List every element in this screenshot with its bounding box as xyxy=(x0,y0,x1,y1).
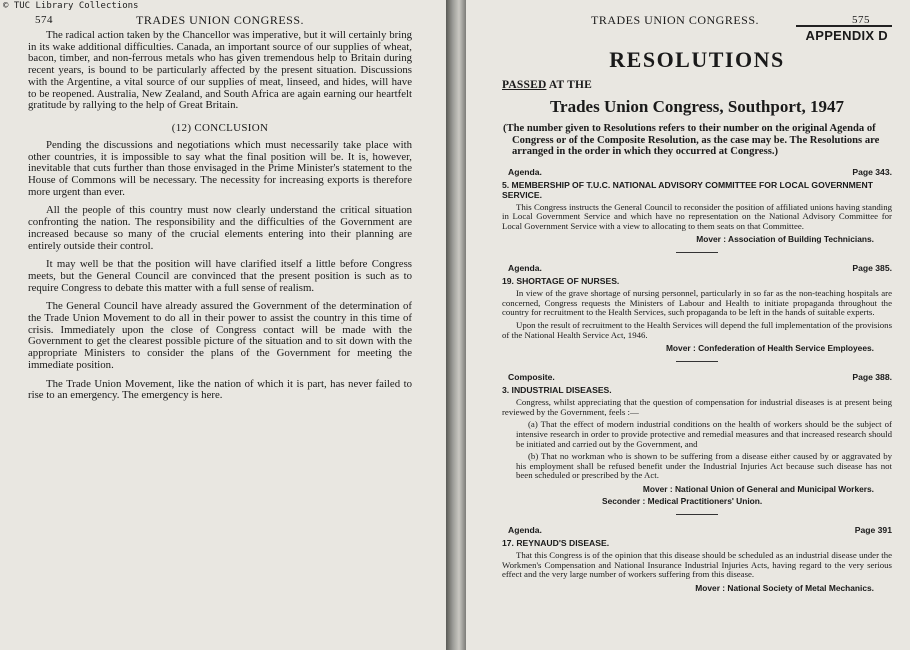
divider-rule xyxy=(676,361,718,362)
resolution-text: Upon the result of recruitment to the Health Services will depend the full implementation of the provisions of the National Health Service Act, 1946. xyxy=(502,320,892,340)
resolution xyxy=(502,263,892,353)
resolution-meta xyxy=(502,525,892,535)
congress-title: Trades Union Congress, Southport, 1947 xyxy=(549,97,845,116)
resolution xyxy=(502,167,892,245)
resolution-page-ref: Page 391 xyxy=(854,525,892,535)
passed-rest: AT THE xyxy=(548,79,592,91)
resolution-meta xyxy=(502,167,892,177)
resolution-text: This Congress instructs the General Council to reconsider the position of affiliated unions having standing in Local Government Service and which have no representation on the National Advisory Committee for Local Government Service with a view to allocating to them seats on that Committee. xyxy=(502,201,892,231)
book-gutter xyxy=(446,0,466,650)
paragraph: All the people of this country must now clearly understand the critical situation confronting the nation. The responsibility and the difficulties of the Government are increased because so many of the crucial elements entering into their planning are entirely outside their control. xyxy=(28,204,412,252)
resolution-heading: 19. SHORTAGE OF NURSES. xyxy=(502,276,620,287)
resolution-page-ref: Page 385. xyxy=(852,263,892,274)
page-number: 574 xyxy=(35,14,53,26)
resolution-meta xyxy=(502,263,892,273)
resolution-heading: 17. REYNAUD'S DISEASE. xyxy=(502,538,610,548)
paragraph: Pending the discussions and negotiations which must necessarily take place with other countries, it is impossible to say what the final position will be. It is, however, inevitable that cuts further than those envisaged in the Prime Minister's statement to the House of Commons will be necessary. The necessity for increasing exports is therefore more urgent than ever. xyxy=(28,138,412,198)
intro-note: (The number given to Resolutions refers to their number on the original Agenda of Congress or of the Composite Resolution, as the case may be. The Resolutions are arranged in the order in which they occurred at Congress.) xyxy=(503,123,880,157)
resolution-subclause: (a) That the effect of modern industrial conditions on the health of workers should be the subject of intensive research in order to provide protective and remedial measures and that increased research should be initiated and carried out by the Government, and xyxy=(516,419,892,449)
watermark: © TUC Library Collections xyxy=(3,1,139,11)
resolution xyxy=(502,525,892,593)
left-page xyxy=(0,0,446,650)
resolution-source: Agenda. xyxy=(508,263,542,274)
divider-rule xyxy=(676,514,718,515)
passed-word: PASSED xyxy=(502,79,547,91)
appendix-label: APPENDIX D xyxy=(502,28,892,43)
resolution xyxy=(502,372,892,506)
section-heading-conclusion: (12) CONCLUSION xyxy=(171,121,269,134)
page-number: 575 xyxy=(852,14,870,26)
resolution-mover: Mover : National Union of General and Municipal Workers. xyxy=(642,484,874,494)
resolution-heading: 5. MEMBERSHIP OF T.U.C. NATIONAL ADVISORY COMMITTEE FOR LOCAL GOVERNMENT SERVICE. xyxy=(502,179,873,200)
divider-rule xyxy=(676,252,718,253)
resolution-subclause: (b) That no workman who is shown to be suffering from a disease either caused by or aggravated by his employment shall be refused benefit under the Industrial Injuries Act because such disease has not been scheduled or prescribed by the Act. xyxy=(516,451,892,481)
running-head-title: TRADES UNION CONGRESS. xyxy=(135,13,304,27)
resolution-source: Composite. xyxy=(508,372,555,383)
paragraph: It may well be that the position will have clarified itself a little before Congress meets, but the General Council are convinced that the present position is such as to require Congress to debate this matter with a full sense of realism. xyxy=(28,258,412,294)
right-page xyxy=(466,0,910,650)
running-head-title: TRADES UNION CONGRESS. xyxy=(590,13,759,27)
resolution-text: In view of the grave shortage of nursing personnel, particularly in so far as the non-teaching hospitals are concerned, Congress requests the Ministers of Labour and Health to initiate propaganda throughout the country for recruitment to the Health Services, such propaganda to be left in the hands of suitable experts. xyxy=(502,288,892,318)
resolution-seconder: Seconder : Medical Practitioners' Union. xyxy=(602,496,763,506)
resolution-heading: 3. INDUSTRIAL DISEASES. xyxy=(502,385,612,396)
resolutions-title: RESOLUTIONS xyxy=(609,47,785,72)
resolution-meta xyxy=(502,372,892,382)
paragraph-chancellor: The radical action taken by the Chancellor was imperative, but it will certainly bring in its wake additional difficulties. Canada, an important source of our supplies of wheat, bacon, timber, and non-ferrous metals who has given tremendous help to Britain during recent years, is bound to be particularly affected by the present situation. Discussions with the Argentine, a vital source of our supplies of meat, linseed, and hides, will have to be reopened. Australia, New Zealand, and South Africa are again earning our heartfelt gratitude by rallying to the help of Great Britain. xyxy=(28,29,412,112)
body-text xyxy=(28,30,412,402)
passed-at-line xyxy=(502,79,892,91)
running-head xyxy=(502,0,892,30)
resolution-text: That this Congress is of the opinion that this disease should be scheduled as an industrial disease under the Workmen's Compensation and National Insurance Industrial Injuries Acts, having regard to the very serious effect and the very large number of workers suffering from this disease. xyxy=(502,550,892,580)
resolution-page-ref: Page 388. xyxy=(852,372,892,383)
resolution-text: Congress, whilst appreciating that the question of compensation for industrial diseases is at present being reviewed by the Government, feels :— xyxy=(502,397,892,417)
resolution-mover: Mover : Confederation of Health Service Employees. xyxy=(665,343,874,354)
paragraph: The General Council have already assured the Government of the determination of the Trade Union Movement to do all in their power to assist the country in this time of crisis. Immediately upon the close of Congress contact will be made with the Government to get the clearest possible picture of the situation and to sit down with the appropriate Ministers to consider the plans of the Government for meeting the immediate position. xyxy=(28,300,412,371)
resolution-mover: Mover : Association of Building Technicians. xyxy=(696,234,874,245)
resolution-source: Agenda. xyxy=(508,525,542,535)
resolution-source: Agenda. xyxy=(508,166,542,177)
resolution-mover: Mover : National Society of Metal Mechanics. xyxy=(695,582,874,593)
resolution-page-ref: Page 343. xyxy=(852,166,892,177)
paragraph: The Trade Union Movement, like the nation of which it is part, has never failed to rise to an emergency. The emergency is here. xyxy=(28,377,412,402)
